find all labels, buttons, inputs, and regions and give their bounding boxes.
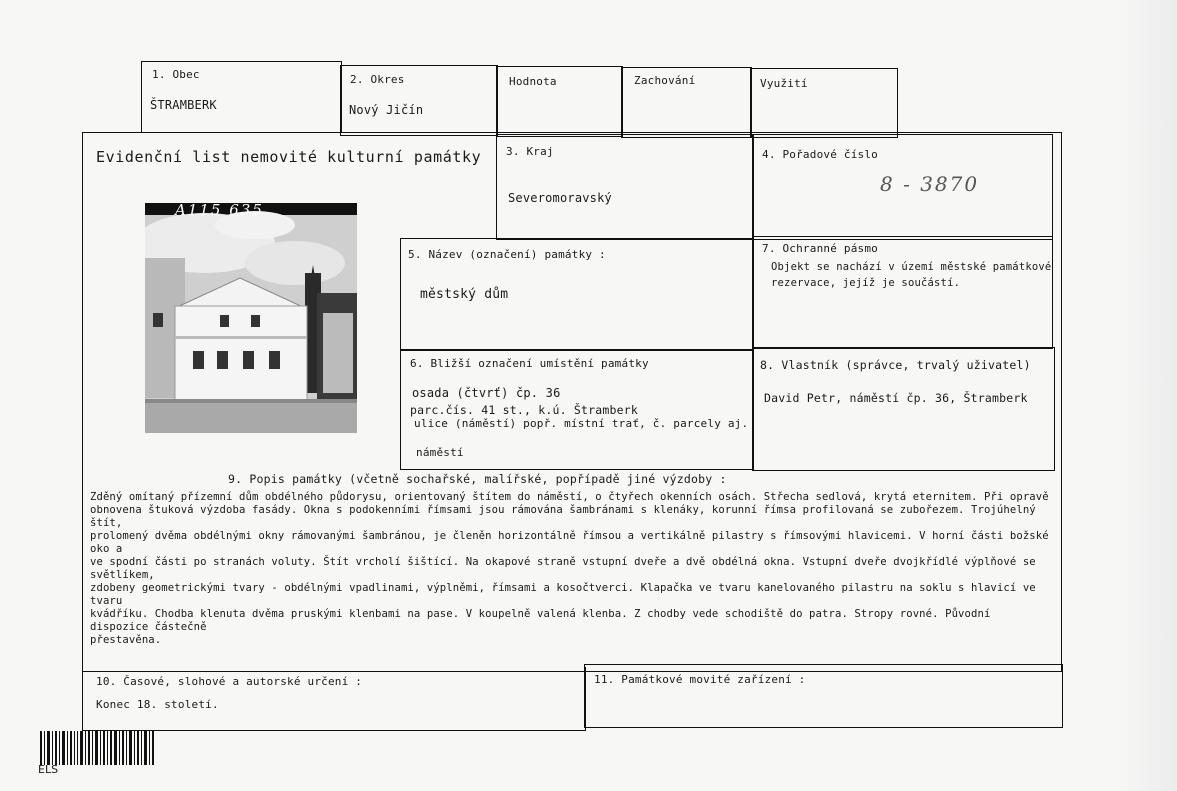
casove-label: 10. Časové, slohové a autorské určení :: [96, 675, 363, 688]
nazev-label: 5. Název (označení) památky :: [408, 248, 606, 261]
monument-photo: [145, 203, 357, 433]
poradove-cislo-label: 4. Pořadové číslo: [762, 148, 878, 161]
popis-label: 9. Popis památky (včetně sochařské, malířské, popřípadě jiné výzdoby :: [228, 472, 727, 486]
nazev-value: městský dům: [420, 287, 509, 302]
vlastnik-label: 8. Vlastník (správce, trvalý uživatel): [760, 358, 1031, 372]
umisteni-ulice: ulice (náměstí) popř. místní trať, č. parcely aj.: [414, 417, 749, 430]
vlastnik-value: David Petr, náměstí čp. 36, Štramberk: [764, 391, 1028, 405]
ochranne-pasmo-line2: rezervace, jejíž je součástí.: [771, 277, 961, 289]
hodnota-label: Hodnota: [509, 75, 557, 88]
ochranne-pasmo-label: 7. Ochranné pásmo: [762, 242, 878, 255]
okres-value: Nový Jičín: [349, 103, 424, 117]
popis-text-block: [90, 491, 1050, 647]
ochranne-pasmo-line1: Objekt se nachází v území městské památkové: [771, 261, 1052, 273]
vyuziti-label: Využití: [760, 77, 808, 90]
kraj-label: 3. Kraj: [506, 145, 554, 158]
kraj-value: Severomoravský: [508, 191, 612, 205]
barcode-caption: ELS: [38, 763, 59, 776]
umisteni-namesti: náměstí: [416, 446, 464, 459]
umisteni-label: 6. Bližší označení umístění památky: [410, 357, 649, 370]
movite-label: 11. Památkové movité zařízení :: [594, 673, 806, 686]
photo-inscription: A115 635: [175, 203, 264, 219]
popis-text: Zděný omítaný přízemní dům obdélného půdorysu, orientovaný štítem do náměstí, o čtyřech okenních osách. Střecha sedlová, krytá eternitem. Při opravě obnovena štuková výzdoba fasády. Okna s podokenními římsami jsou rámována šambránami s klenáky, korunní římsa profilovaná se zubořezem. Trojúhelný štít, prolomený dvěma obdélnými okny rámovanými šambránou, je členěn horizontálně římsou a vertikálně pilastry s římsovými hlavicemi. V horní části božské oko a ve spodní části po stranách voluty. Štít vrcholí šištící. Na okapové straně vstupní dveře a dvě obdélná okna. Vstupní dveře dvojkřídlé výplňové se světlíkem, zdobeny geometrickými tvary - obdélnými vpadlinami, výplněmi, římsami a kosočtverci. Klapačka ve tvaru kanelovaného pilastru na soklu s hlavicí ve tvaru kvádříku. Chodba klenuta dvěma pruskými klenbami na pase. V koupelně valená klenba. Z chodby vede schodiště do patra. Stropy rovné. Původní dispozice částečně přestavěna.: [90, 491, 1049, 646]
form-title: Evidenční list nemovité kulturní památky: [96, 148, 482, 166]
casove-value: Konec 18. století.: [96, 698, 219, 711]
zachovani-label: Zachování: [634, 74, 696, 87]
obec-label: 1. Obec: [152, 68, 200, 81]
obec-value: ŠTRAMBERK: [150, 98, 217, 112]
umisteni-parc: parc.čís. 41 st., k.ú. Štramberk: [410, 403, 638, 417]
sheet-edge: [1117, 0, 1177, 791]
barcode: [38, 731, 156, 765]
umisteni-osada: osada (čtvrť) čp. 36: [412, 386, 561, 400]
poradove-cislo-value: 8 - 3870: [880, 172, 980, 196]
okres-label: 2. Okres: [350, 73, 405, 86]
